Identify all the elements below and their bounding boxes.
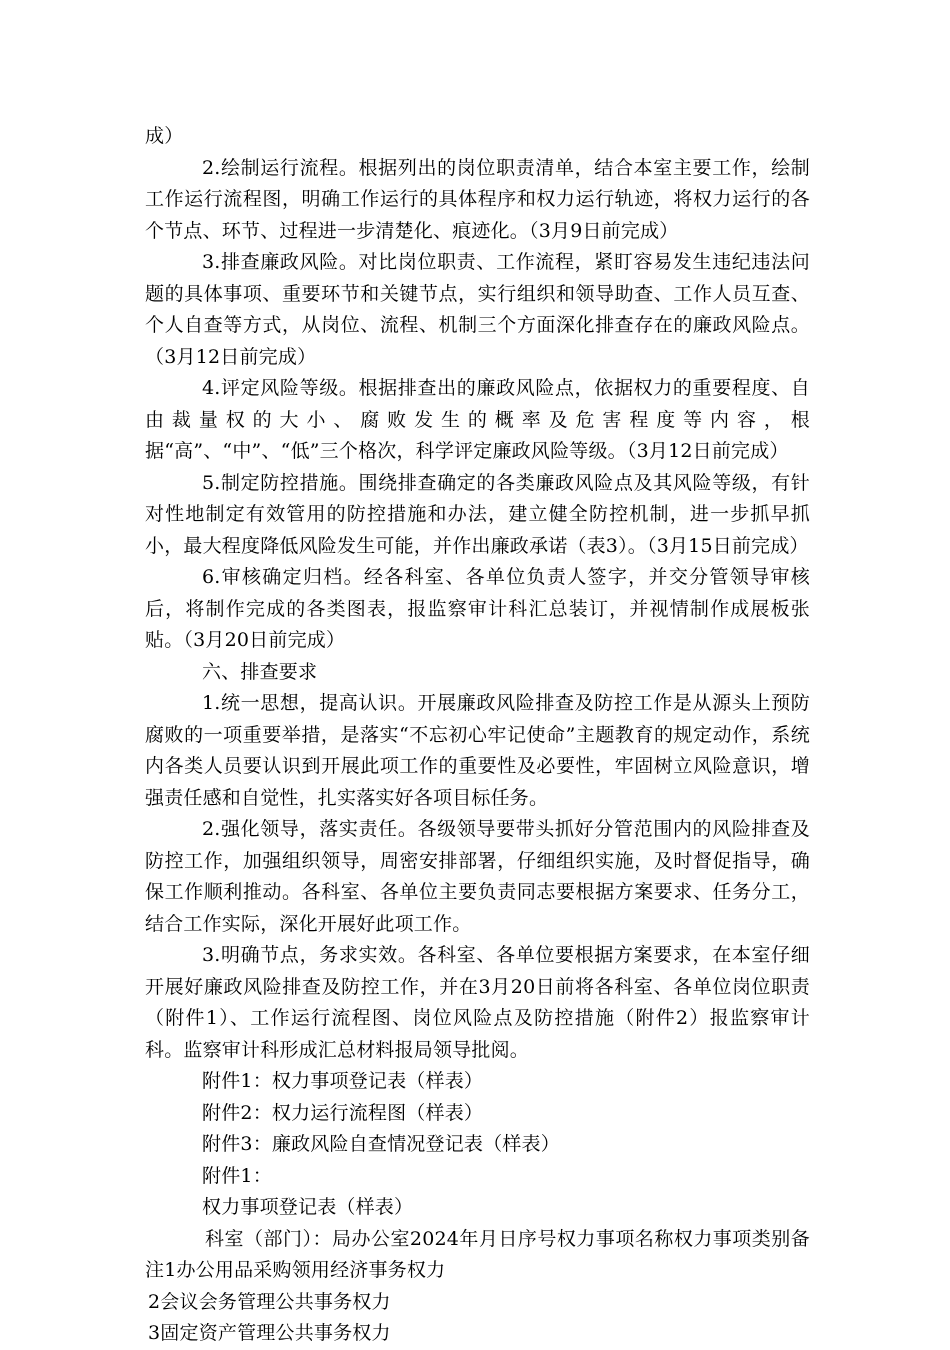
paragraph-continuation: 成）	[145, 125, 184, 147]
paragraph-requirement-3: 3.明确节点，务求实效。各科室、各单位要根据方案要求，在本室仔细开展好廉政风险排查及防控工作，并在3月20日前将各科室、各单位岗位职责（附件1）、工作运行流程图、岗位风险点及防控措施（附件2）报监察审计科。监察审计科形成汇总材料报局领导批阅。	[145, 944, 810, 1061]
attachment-heading: 附件1：	[202, 1164, 272, 1187]
paragraph-step-4: 4.评定风险等级。根据排查出的廉政风险点，依据权力的重要程度、自由裁量权的大小、腐败发生的概率及危害程度等内容，根据“高”、“中”、“低”三个格次，科学评定廉政风险等级。（3月12日前完成）	[145, 377, 810, 462]
section-heading-requirements: 六、排查要求	[202, 660, 318, 683]
attachment-line-2: 附件2：权力运行流程图（样表）	[202, 1101, 484, 1124]
table-header-row: 科室（部门）：局办公室2024年月日序号权力事项名称权力事项类别备注1办公用品采购领用经济事务权力	[145, 1227, 810, 1281]
paragraph-step-3: 3.排查廉政风险。对比岗位职责、工作流程，紧盯容易发生违纪违法问题的具体事项、重要环节和关键节点，实行组织和领导助查、工作人员互查、个人自查等方式，从岗位、流程、机制三个方面深化排查存在的廉政风险点。（3月12日前完成）	[145, 251, 810, 368]
paragraph-requirement-1: 1.统一思想，提高认识。开展廉政风险排查及防控工作是从源头上预防腐败的一项重要举措，是落实“不忘初心牢记使命”主题教育的规定动作，系统内各类人员要认识到开展此项工作的重要性及必要性，牢固树立风险意识，增强责任感和自觉性，扎实落实好各项目标任务。	[145, 692, 810, 809]
table-row-2: 2会议会务管理公共事务权力	[148, 1290, 391, 1313]
table-title: 权力事项登记表（样表）	[202, 1196, 414, 1218]
attachment-line-3: 附件3：廉政风险自查情况登记表（样表）	[202, 1133, 560, 1155]
paragraph-step-6: 6.审核确定归档。经各科室、各单位负责人签字，并交分管领导审核后，将制作完成的各类图表，报监察审计科汇总装订，并视情制作成展板张贴。（3月20日前完成）	[145, 566, 810, 651]
attachment-line-1: 附件1：权力事项登记表（样表）	[202, 1070, 484, 1092]
table-row-3: 3固定资产管理公共事务权力	[148, 1322, 391, 1344]
paragraph-requirement-2: 2.强化领导，落实责任。各级领导要带头抓好分管范围内的风险排查及防控工作，加强组织领导，周密安排部署，仔细组织实施，及时督促指导，确保工作顺利推动。各科室、各单位主要负责同志要根据方案要求、任务分工，结合工作实际，深化开展好此项工作。	[145, 818, 810, 935]
paragraph-step-2: 2.绘制运行流程。根据列出的岗位职责清单，结合本室主要工作，绘制工作运行流程图，明确工作运行的具体程序和权力运行轨迹，将权力运行的各个节点、环节、过程进一步清楚化、痕迹化。（3月9日前完成）	[145, 156, 810, 242]
document-body	[145, 121, 810, 1350]
paragraph-step-5: 5.制定防控措施。围绕排查确定的各类廉政风险点及其风险等级，有针对性地制定有效管用的防控措施和办法，建立健全防控机制，进一步抓早抓小，最大程度降低风险发生可能，并作出廉政承诺（表3）。（3月15日前完成）	[145, 471, 810, 557]
